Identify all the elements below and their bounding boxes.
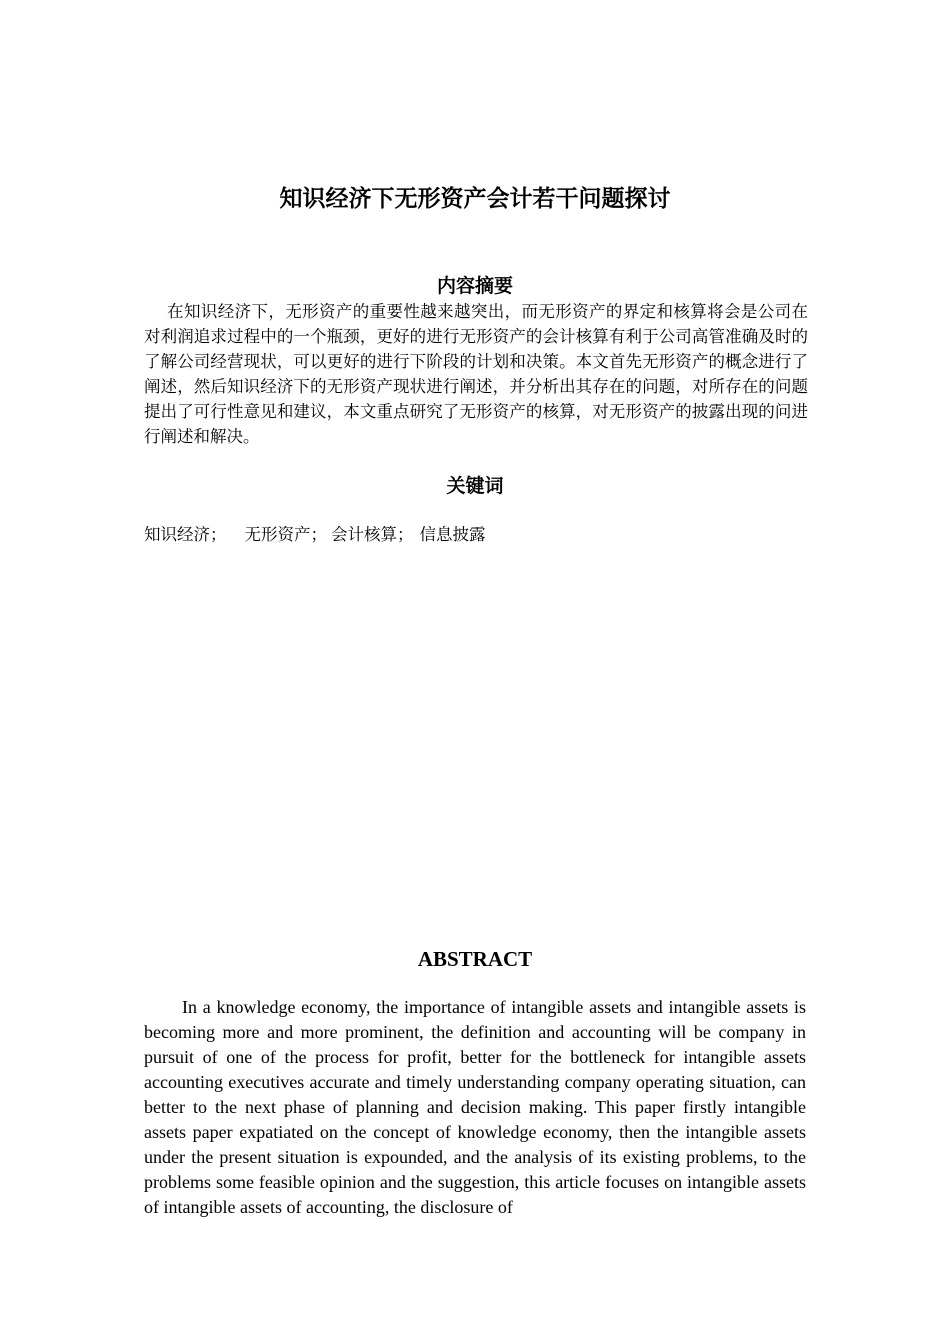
keyword-item: 信息披露	[419, 525, 486, 544]
abstract-heading: ABSTRACT	[417, 947, 533, 971]
document-title: 知识经济下无形资产会计若干问题探讨	[279, 186, 671, 212]
keyword-item: 会计核算；	[331, 525, 414, 544]
keyword-item: 知识经济；	[144, 525, 227, 544]
keywords-list	[144, 522, 486, 548]
abstract-paragraph: In a knowledge economy, the importance of intangible assets and intangible assets is becoming more and more prominent, the definition and accounting will be company in pursuit of one of the process for profit, better for the bottleneck for intangible assets accounting executives accurate and timely understanding company operating situation, can better to the next phase of planning and decision making. This paper firstly intangible assets paper expatiated on the concept of knowledge economy, then the intangible assets under the present situation is expounded, and the analysis of its existing problems, to the problems some feasible opinion and the suggestion, this article focuses on intangible assets of intangible assets of accounting, the disclosure of	[144, 997, 806, 1217]
summary-paragraph: 在知识经济下，无形资产的重要性越来越突出，而无形资产的界定和核算将会是公司在对利润追求过程中的一个瓶颈，更好的进行无形资产的会计核算有利于公司高管准确及时的了解公司经营现状，可以更好的进行下阶段的计划和决策。本文首先无形资产的概念进行了阐述，然后知识经济下的无形资产现状进行阐述，并分析出其存在的问题，对所存在的问题提出了可行性意见和建议，本文重点研究了无形资产的核算，对无形资产的披露出现的问进行阐述和解决。	[144, 302, 808, 446]
keywords-heading: 关键词	[446, 475, 504, 497]
summary-heading: 内容摘要	[436, 275, 513, 297]
keyword-item: 无形资产；	[244, 525, 327, 544]
